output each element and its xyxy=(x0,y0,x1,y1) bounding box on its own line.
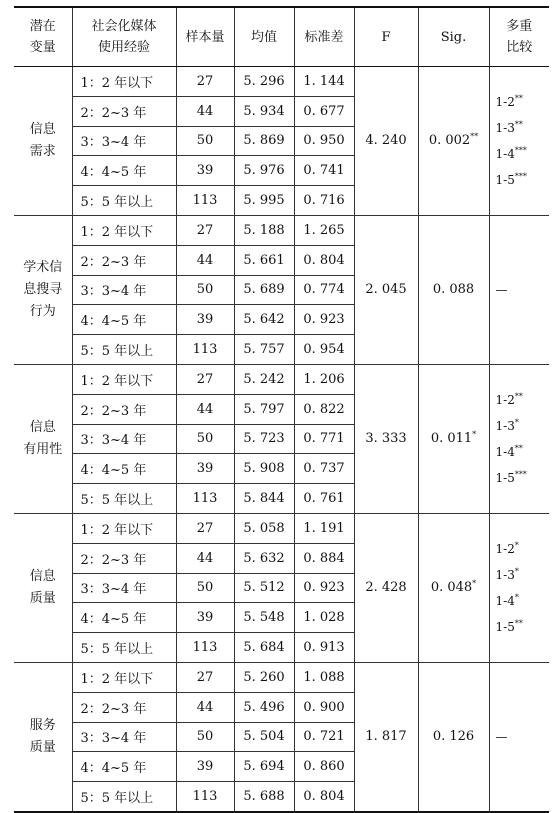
mean-cell: 5. 869 xyxy=(234,126,294,156)
experience-cell: 4：4~5 年 xyxy=(72,752,176,782)
latent-variable-cell: 信息 质量 xyxy=(14,513,72,662)
mean-cell: 5. 934 xyxy=(234,96,294,126)
pair-label: 1-4 xyxy=(495,146,515,161)
significance-mark: ** xyxy=(514,391,523,401)
sd-cell: 0. 950 xyxy=(294,126,354,156)
sd-cell: 0. 716 xyxy=(294,186,354,216)
sample-size-cell: 50 xyxy=(176,126,234,156)
mean-cell: 5. 496 xyxy=(234,692,294,722)
sd-cell: 1. 144 xyxy=(294,67,354,97)
experience-cell: 1：2 年以下 xyxy=(72,67,176,97)
sig-value: 0. 011 xyxy=(430,431,473,447)
mean-cell: 5. 976 xyxy=(234,156,294,186)
sample-size-cell: 39 xyxy=(176,305,234,335)
pair-label: 1-2 xyxy=(495,94,515,109)
sd-cell: 0. 954 xyxy=(294,335,354,365)
pair-label: 1-2 xyxy=(495,541,515,556)
mean-cell: 5. 504 xyxy=(234,722,294,752)
mean-cell: 5. 723 xyxy=(234,424,294,454)
table-body xyxy=(14,67,549,812)
latent-variable-cell: 服务 质量 xyxy=(14,662,72,811)
comparison-pair xyxy=(496,562,550,588)
sample-size-cell: 113 xyxy=(176,633,234,663)
experience-cell: 2：2~3 年 xyxy=(72,394,176,424)
experience-cell: 5：5 年以上 xyxy=(72,633,176,663)
significance-mark: ** xyxy=(470,132,479,142)
sample-size-cell: 27 xyxy=(176,215,234,245)
header-sig: Sig. xyxy=(418,7,489,67)
mean-cell: 5. 689 xyxy=(234,275,294,305)
sig-value: 0. 088 xyxy=(432,282,475,298)
experience-cell: 5：5 年以上 xyxy=(72,484,176,514)
multiple-comparison-cell xyxy=(489,364,549,513)
mean-cell: 5. 260 xyxy=(234,662,294,692)
pair-label: 1-5 xyxy=(495,470,515,485)
experience-cell: 1：2 年以下 xyxy=(72,513,176,543)
latent-variable-cell: 学术信 息搜寻 行为 xyxy=(14,215,72,364)
no-comparison-dash: — xyxy=(495,729,508,744)
mean-cell: 5. 694 xyxy=(234,752,294,782)
experience-cell: 3：3~4 年 xyxy=(72,126,176,156)
mean-cell: 5. 642 xyxy=(234,305,294,335)
sample-size-cell: 44 xyxy=(176,96,234,126)
comparison-pair xyxy=(496,439,550,465)
significance-mark: *** xyxy=(514,469,527,479)
mean-cell: 5. 512 xyxy=(234,573,294,603)
significance-mark: *** xyxy=(514,171,527,181)
multiple-comparison-cell xyxy=(489,215,549,364)
sample-size-cell: 39 xyxy=(176,156,234,186)
multiple-comparison-cell xyxy=(489,67,549,216)
comparison-pair xyxy=(496,614,550,640)
sig-value: 0. 048 xyxy=(430,580,473,596)
multiple-comparison-cell xyxy=(489,513,549,662)
significance-mark: * xyxy=(514,540,519,550)
comparison-pair xyxy=(496,115,550,141)
sample-size-cell: 27 xyxy=(176,513,234,543)
table-row xyxy=(14,364,549,394)
sig-value-cell xyxy=(418,662,489,811)
significance-mark: *** xyxy=(514,145,527,155)
sd-cell: 0. 771 xyxy=(294,424,354,454)
multiple-comparison-cell xyxy=(489,662,549,811)
header-mean: 均值 xyxy=(234,7,294,67)
sample-size-cell: 113 xyxy=(176,484,234,514)
experience-cell: 4：4~5 年 xyxy=(72,454,176,484)
pair-label: 1-4 xyxy=(495,593,515,608)
sd-cell: 0. 900 xyxy=(294,692,354,722)
f-value-cell: 3. 333 xyxy=(354,364,418,513)
significance-mark: * xyxy=(472,430,477,440)
pair-label: 1-3 xyxy=(495,567,515,582)
experience-cell: 2：2~3 年 xyxy=(72,245,176,275)
f-value-cell: 1. 817 xyxy=(354,662,418,811)
no-comparison-dash: — xyxy=(495,282,508,297)
header-sd: 标准差 xyxy=(294,7,354,67)
f-value-cell: 4. 240 xyxy=(354,67,418,216)
significance-mark: ** xyxy=(514,93,523,103)
anova-table xyxy=(14,6,549,813)
sample-size-cell: 39 xyxy=(176,752,234,782)
sample-size-cell: 39 xyxy=(176,454,234,484)
sig-value-cell xyxy=(418,215,489,364)
experience-cell: 4：4~5 年 xyxy=(72,603,176,633)
pair-label: 1-3 xyxy=(495,120,515,135)
mean-cell: 5. 548 xyxy=(234,603,294,633)
sd-cell: 0. 884 xyxy=(294,543,354,573)
pair-label: 1-5 xyxy=(495,619,515,634)
sd-cell: 0. 923 xyxy=(294,573,354,603)
sample-size-cell: 27 xyxy=(176,364,234,394)
comparison-pair xyxy=(496,387,550,413)
experience-cell: 1：2 年以下 xyxy=(72,215,176,245)
sd-cell: 0. 677 xyxy=(294,96,354,126)
comparison-pair xyxy=(496,167,550,193)
experience-cell: 3：3~4 年 xyxy=(72,573,176,603)
sd-cell: 1. 028 xyxy=(294,603,354,633)
experience-cell: 1：2 年以下 xyxy=(72,662,176,692)
pair-label: 1-4 xyxy=(495,444,515,459)
mean-cell: 5. 188 xyxy=(234,215,294,245)
sig-value-cell xyxy=(418,364,489,513)
significance-mark: * xyxy=(472,579,477,589)
mean-cell: 5. 757 xyxy=(234,335,294,365)
sd-cell: 1. 088 xyxy=(294,662,354,692)
sd-cell: 0. 860 xyxy=(294,752,354,782)
header-row xyxy=(14,7,549,67)
sd-cell: 1. 206 xyxy=(294,364,354,394)
sd-cell: 0. 774 xyxy=(294,275,354,305)
sig-value: 0. 002 xyxy=(428,133,471,149)
sample-size-cell: 113 xyxy=(176,335,234,365)
f-value-cell: 2. 428 xyxy=(354,513,418,662)
comparison-pair xyxy=(496,536,550,562)
f-value-cell: 2. 045 xyxy=(354,215,418,364)
sig-value-cell xyxy=(418,513,489,662)
experience-cell: 4：4~5 年 xyxy=(72,305,176,335)
comparison-pair xyxy=(496,413,550,439)
experience-cell: 5：5 年以上 xyxy=(72,782,176,812)
mean-cell: 5. 844 xyxy=(234,484,294,514)
sample-size-cell: 44 xyxy=(176,692,234,722)
table-row xyxy=(14,662,549,692)
experience-cell: 3：3~4 年 xyxy=(72,722,176,752)
experience-cell: 2：2~3 年 xyxy=(72,96,176,126)
sample-size-cell: 50 xyxy=(176,573,234,603)
experience-cell: 4：4~5 年 xyxy=(72,156,176,186)
header-f: F xyxy=(354,7,418,67)
experience-cell: 3：3~4 年 xyxy=(72,424,176,454)
significance-mark: ** xyxy=(514,443,523,453)
mean-cell: 5. 058 xyxy=(234,513,294,543)
mean-cell: 5. 688 xyxy=(234,782,294,812)
pair-label: 1-3 xyxy=(495,418,515,433)
experience-cell: 5：5 年以上 xyxy=(72,186,176,216)
mean-cell: 5. 296 xyxy=(234,67,294,97)
sample-size-cell: 44 xyxy=(176,543,234,573)
sd-cell: 0. 913 xyxy=(294,633,354,663)
pair-label: 1-5 xyxy=(495,172,515,187)
sample-size-cell: 27 xyxy=(176,67,234,97)
mean-cell: 5. 908 xyxy=(234,454,294,484)
sample-size-cell: 113 xyxy=(176,782,234,812)
significance-mark: ** xyxy=(514,119,523,129)
mean-cell: 5. 632 xyxy=(234,543,294,573)
header-experience: 社会化媒体 使用经验 xyxy=(72,7,176,67)
sig-value: 0. 126 xyxy=(432,729,475,745)
mean-cell: 5. 242 xyxy=(234,364,294,394)
sd-cell: 0. 761 xyxy=(294,484,354,514)
mean-cell: 5. 995 xyxy=(234,186,294,216)
experience-cell: 1：2 年以下 xyxy=(72,364,176,394)
sig-value-cell xyxy=(418,67,489,216)
table-row xyxy=(14,513,549,543)
comparison-pair xyxy=(496,89,550,115)
significance-mark: ** xyxy=(514,618,523,628)
header-sample-size: 样本量 xyxy=(176,7,234,67)
experience-cell: 2：2~3 年 xyxy=(72,543,176,573)
pair-label: 1-2 xyxy=(495,392,515,407)
sd-cell: 0. 804 xyxy=(294,782,354,812)
comparison-pair xyxy=(496,465,550,491)
comparison-pair xyxy=(496,141,550,167)
sd-cell: 0. 741 xyxy=(294,156,354,186)
sd-cell: 0. 737 xyxy=(294,454,354,484)
significance-mark: * xyxy=(514,592,519,602)
sample-size-cell: 50 xyxy=(176,722,234,752)
experience-cell: 3：3~4 年 xyxy=(72,275,176,305)
header-latent-variable: 潜在 变量 xyxy=(14,7,72,67)
sd-cell: 1. 265 xyxy=(294,215,354,245)
sample-size-cell: 44 xyxy=(176,394,234,424)
sample-size-cell: 44 xyxy=(176,245,234,275)
table-row xyxy=(14,215,549,245)
significance-mark: * xyxy=(514,566,519,576)
sd-cell: 0. 923 xyxy=(294,305,354,335)
sd-cell: 0. 804 xyxy=(294,245,354,275)
header-multiple-comparison: 多重 比较 xyxy=(489,7,549,67)
mean-cell: 5. 661 xyxy=(234,245,294,275)
sample-size-cell: 50 xyxy=(176,275,234,305)
mean-cell: 5. 797 xyxy=(234,394,294,424)
mean-cell: 5. 684 xyxy=(234,633,294,663)
latent-variable-cell: 信息 有用性 xyxy=(14,364,72,513)
latent-variable-cell: 信息 需求 xyxy=(14,67,72,216)
sample-size-cell: 39 xyxy=(176,603,234,633)
sample-size-cell: 113 xyxy=(176,186,234,216)
table-row xyxy=(14,67,549,97)
sd-cell: 1. 191 xyxy=(294,513,354,543)
comparison-pair xyxy=(496,588,550,614)
sample-size-cell: 50 xyxy=(176,424,234,454)
experience-cell: 2：2~3 年 xyxy=(72,692,176,722)
sample-size-cell: 27 xyxy=(176,662,234,692)
sd-cell: 0. 822 xyxy=(294,394,354,424)
sd-cell: 0. 721 xyxy=(294,722,354,752)
experience-cell: 5：5 年以上 xyxy=(72,335,176,365)
significance-mark: * xyxy=(514,417,519,427)
